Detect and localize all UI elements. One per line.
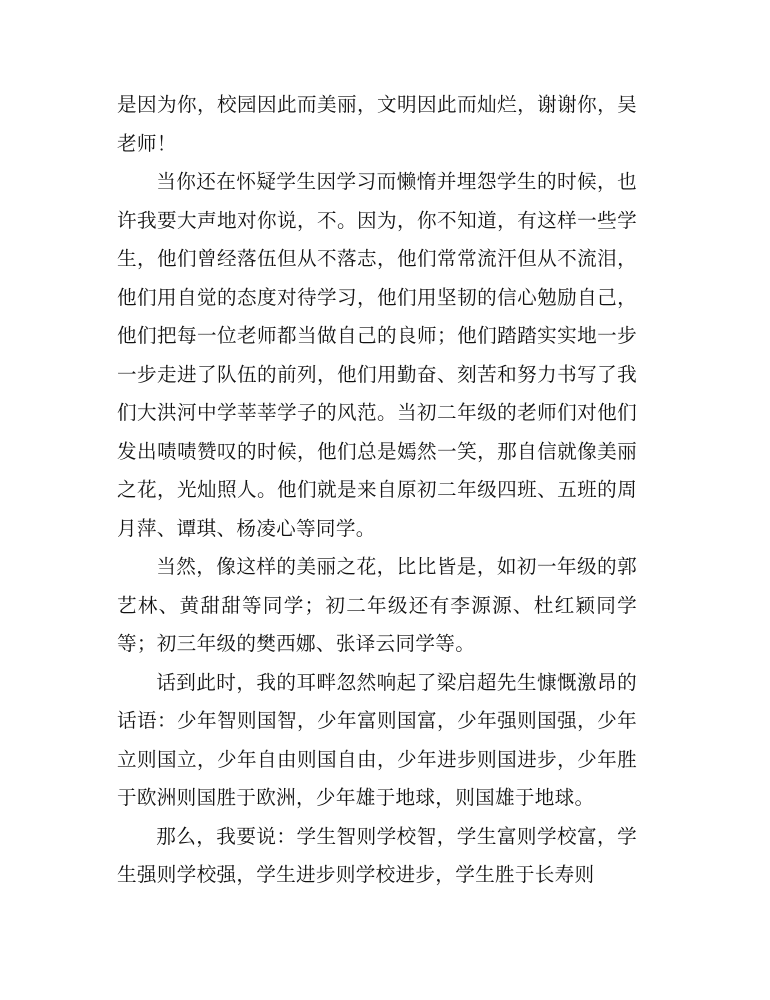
paragraph-5: 那么，我要说：学生智则学校智，学生富则学校富，学生强则学校强，学生进步则学校进步，学生胜于长寿则 [117, 824, 637, 886]
paragraph-3: 当然，像这样的美丽之花，比比皆是，如初一年级的郭艺林、黄甜甜等同学；初二年级还有李源源、杜红颖同学等；初三年级的樊西娜、张译云同学等。 [117, 555, 637, 655]
body-text [117, 86, 637, 895]
paragraph-4: 话到此时，我的耳畔忽然响起了梁启超先生慷慨激昂的话语：少年智则国智，少年富则国富，少年强则国强，少年立则国立，少年自由则国自由，少年进步则国进步，少年胜于欧洲则国胜于欧洲，少年雄于地球，则国雄于地球。 [117, 670, 637, 809]
paragraph-1: 是因为你，校园因此而美丽，文明因此而灿烂，谢谢你，吴老师！ [117, 93, 637, 155]
paragraph-2: 当你还在怀疑学生因学习而懒惰并埋怨学生的时候，也许我要大声地对你说，不。因为，你不知道，有这样一些学生，他们曾经落伍但从不落志，他们常常流汗但从不流泪，他们用自觉的态度对待学习，他们用坚韧的信心勉励自己，他们把每一位老师都当做自己的良师；他们踏踏实实地一步一步走进了队伍的前列，他们用勤奋、刻苦和努力书写了我们大洪河中学莘莘学子的风范。当初二年级的老师们对他们发出啧啧赞叹的时候，他们总是嫣然一笑，那自信就像美丽之花，光灿照人。他们就是来自原初二年级四班、五班的周月萍、谭琪、杨凌心等同学。 [117, 170, 637, 540]
